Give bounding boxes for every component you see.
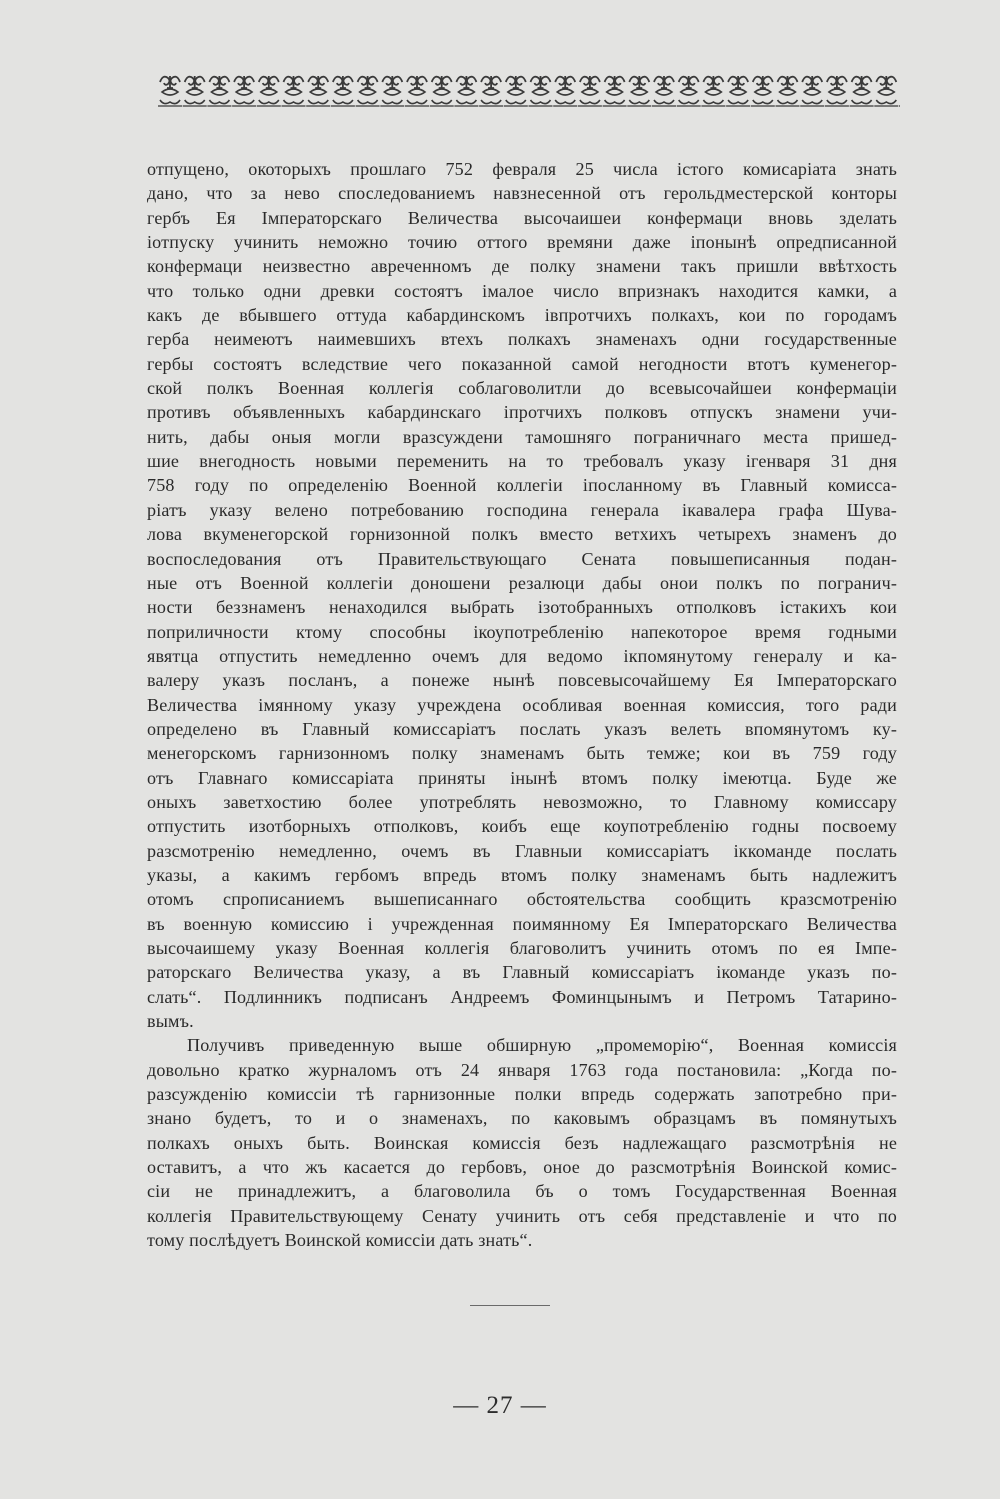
text-line: конфермаци неизвестно авреченномъ де полку знамени такъ пришли ввѣтхость — [147, 256, 897, 277]
text-line: какъ де вбывшего оттуда кабардинскомъ iвпротчихъ полкахъ, кои по городамъ — [147, 305, 897, 326]
text-line: Величества iмянному указу учреждена особливая военная комиссия, того ради — [147, 694, 897, 715]
text-line: оныхъ заветхостию более употреблять невозможно, то Главному комиссару — [147, 791, 897, 812]
text-line: менегорскомъ гарнизонномъ полку знаменамъ быть темже; кои въ 759 году — [147, 743, 897, 764]
text-line: коллегiя Правительствующему Сенату учинить отъ себя представленiе и что по — [147, 1205, 897, 1226]
text-line: что только одни древки состоятъ iмалое число впризнакъ находится камки, а — [147, 280, 897, 301]
text-line: нить, дабы оныя могли вразсуждени тамошняго пограничнаго места пришед- — [147, 426, 897, 447]
text-line: ской полкъ Военная коллегiя соблаговолитли до всевысочайшеи конфермацiи — [147, 378, 897, 399]
text-line: явятца отпустить немедленно очемъ для ведомо iкпомянутому генералу и ка- — [147, 645, 897, 666]
text-line: отъ Главнаго комиссарiата приняты iнынѣ втомъ полку iмеютца. Буде же — [147, 767, 897, 788]
text-line: валеру указъ посланъ, а понеже нынѣ повсевысочайшему Ея Iмператорскаго — [147, 670, 897, 691]
text-line: 758 году по определенiю Военной коллегiи iпосланному въ Главный комисса- — [147, 475, 897, 496]
text-line: рiатъ указу велено потребованию господина генерала iкавалера графа Шува- — [147, 499, 897, 520]
text-line: слать“. Подлинникъ подписанъ Андреемъ Фоминцынымъ и Петромъ Татарино- — [147, 986, 897, 1007]
text-line: въ военную комиссию i учрежденная поимянному Ея Iмператорскаго Величества — [147, 913, 897, 934]
text-line: знано будетъ, то и о знаменахъ, по каковымъ образцамъ въ помянутыхъ — [147, 1108, 897, 1129]
ornamental-header-band — [158, 72, 900, 108]
text-line: вымъ. — [147, 1011, 194, 1032]
text-line: шие внегодность новыми переменить на то требовалъ указу iгенваря 31 дня — [147, 451, 897, 472]
text-line: ные отъ Военной коллегiи доношени резалюци дабы онои полкъ по погранич- — [147, 572, 897, 593]
page-number: — 27 — — [453, 1392, 547, 1419]
text-line: довольно кратко журналомъ отъ 24 января 1763 года постановила: „Когда по- — [147, 1059, 897, 1080]
text-line: разсужденiю комиссiи тѣ гарнизонные полки впредь содержать запотребно при- — [147, 1084, 897, 1105]
text-line: разсмотренiю немедленно, очемъ въ Главныи комиссарiатъ iккоманде послать — [147, 840, 897, 861]
text-line: поприличности ктому способны iкоупотребленiю напекоторое время годными — [147, 621, 897, 642]
text-line: дано, что за нево споследованиемъ навзнесенной отъ герольдместерской конторы — [147, 183, 897, 204]
text-line: оставитъ, а что жъ касается до гербовъ, оное до разсмотрѣнiя Воинской комис- — [147, 1157, 897, 1178]
text-line: воспоследования отъ Правительствующаго Сената повышеписанныя подан- — [147, 548, 897, 569]
text-line: герба неимеютъ наимевшихъ втехъ полкахъ знаменахъ одни государственные — [147, 329, 897, 350]
end-rule — [470, 1305, 550, 1306]
text-line: отпустить изотборныхъ отполковъ, коибъ еще коупотребленiю годны посвоему — [147, 816, 897, 837]
text-line: высочаишему указу Военная коллегiя благоволитъ учинить отомъ по ея Iмпе- — [147, 938, 897, 958]
text-line: Получивъ приведенную выше обширную „промеморiю“, Военная комиссiя — [187, 1035, 897, 1056]
text-line: противъ объявленныхъ кабардинскаго iпротчихъ полковъ отпускъ знамени учи- — [147, 402, 897, 423]
text-line: тому послѣдуетъ Воинской комиссiи дать знать“. — [147, 1230, 533, 1251]
document-body — [147, 157, 897, 1252]
text-line: указы, а какимъ гербомъ впредь втомъ полку знаменамъ быть надлежитъ — [147, 864, 897, 885]
text-line: раторскаго Величества указу, а въ Главный комиссарiатъ iкоманде указъ по- — [147, 962, 897, 983]
text-line: определено въ Главный комиссарiатъ послать указъ велеть впомянутомъ ку- — [147, 718, 897, 739]
text-line: отпущено, окоторыхъ прошлаго 752 февраля 25 числа iстого комисарiата знать — [147, 159, 897, 179]
text-line: полкахъ оныхъ быть. Воинская комиссiя безъ надлежащаго разсмотрѣнiя не — [147, 1132, 897, 1153]
text-line: лова вкуменегорской горнизонной полкъ вместо ветхихъ четырехъ знаменъ до — [147, 524, 897, 545]
text-line: ности беззнаменъ ненаходился выбрать iзотобранныхъ отполковъ iстакихъ кои — [147, 597, 897, 618]
text-line: гербъ Ея Iмператорскаго Величества высочаишеи конфермаци вновь зделать — [147, 207, 897, 228]
text-line: сiи не принадлежитъ, а благоволила бъ о томъ Государственная Военная — [147, 1181, 897, 1202]
text-line: гербы состоятъ вследствие чего показанной самой негодности втотъ куменегор- — [147, 353, 897, 374]
text-line: iотпуску учинить неможно точию оттого времяни даже iпонынѣ опредписанной — [147, 232, 897, 253]
text-line: отомъ спрописаниемъ вышеписаннаго обстоятельства сообщить кразсмотренiю — [147, 889, 897, 910]
